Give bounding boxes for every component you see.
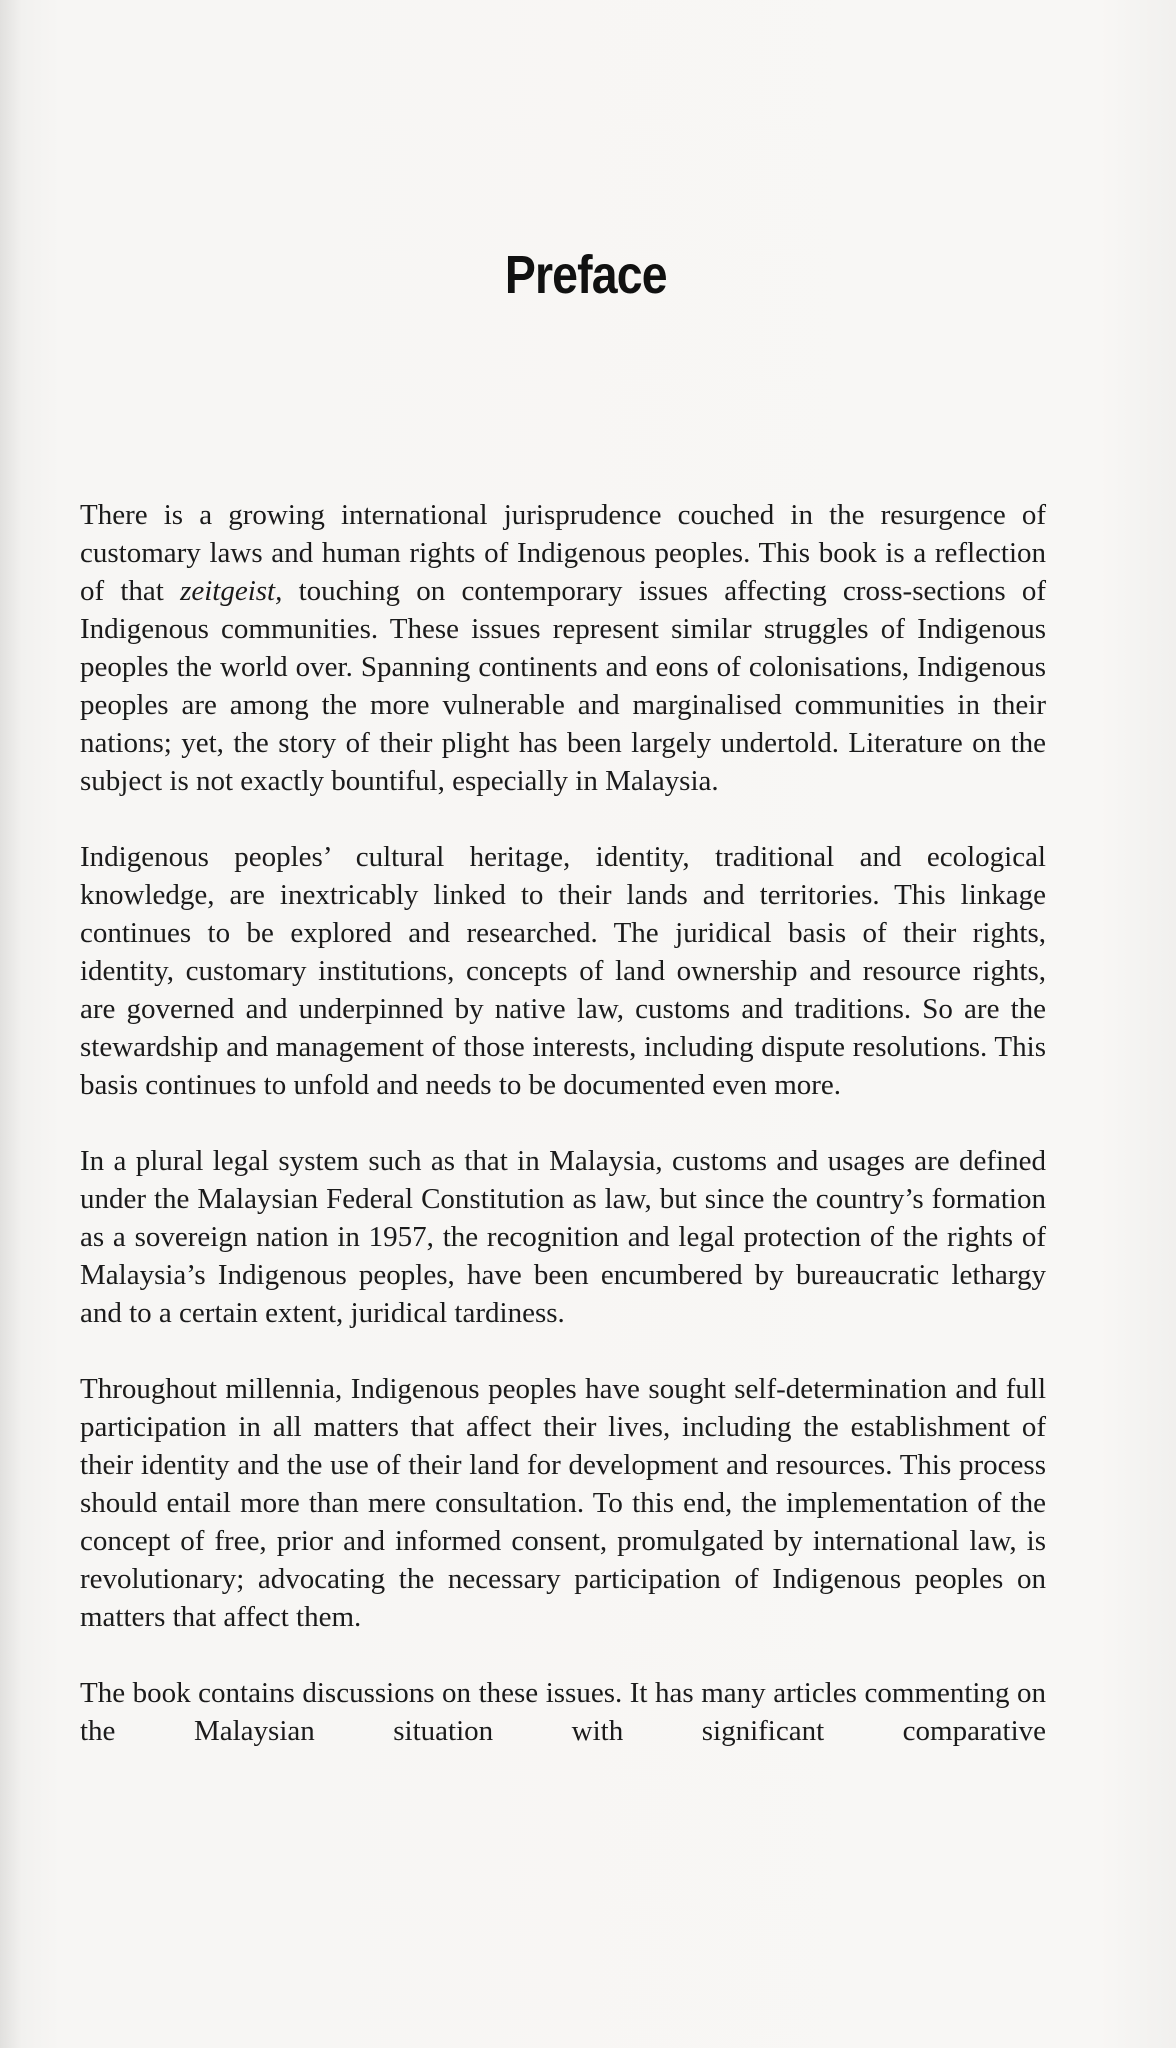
page-edge-shadow [0,0,22,2048]
paragraph-1 [80,496,1046,800]
paragraph-1-start: There is a growing international jurisprudence couched in the resurgence of customary laws and human rights of Indigenous peoples. This book is a reflection of that [80,499,1046,607]
paragraph-5: The book contains discussions on these issues. It has many articles commenting on the Malaysian situation with significant comparative [80,1677,1046,1747]
page-title: Preface [504,245,667,305]
paragraph-4: Throughout millennia, Indigenous peoples have sought self-determination and full participation in all matters that affect their lives, including the establishment of their identity and the use of their land for development and resources. This process should entail more than mere consultation. To this end, the implementation of the concept of free, prior and informed consent, promulgated by international law, is revolutionary; advocating the necessary participation of Indigenous peoples on matters that affect them. [80,1373,1046,1633]
paragraph-2: Indigenous peoples’ cultural heritage, identity, traditional and ecological knowledge, are inextricably linked to their lands and territories. This linkage continues to be explored and researched. The juridical basis of their rights, identity, customary institutions, concepts of land ownership and resource rights, are governed and underpinned by native law, customs and traditions. So are the stewardship and management of those interests, including dispute resolutions. This basis continues to unfold and needs to be documented even more. [80,841,1046,1101]
paragraph-3: In a plural legal system such as that in Malaysia, customs and usages are defined under the Malaysian Federal Constitution as law, but since the country’s formation as a sovereign nation in 1957, the recognition and legal protection of the rights of Malaysia’s Indigenous peoples, have been encumbered by bureaucratic lethargy and to a certain extent, juridical tardiness. [80,1145,1046,1329]
paragraph-1-end: touching on contemporary issues affecting cross-sections of Indigenous communities. These issues represent similar struggles of Indigenous peoples the world over. Spanning continents and eons of colonisations, Indigenous peoples are among the more vulnerable and marginalised communities in their nations; yet, the story of their plight has been largely undertold. Literature on the subject is not exactly bountiful, especially in Malaysia. [80,575,1046,797]
paragraph-1-italic: zeitgeist, [180,575,283,607]
body-text [80,496,1046,1788]
